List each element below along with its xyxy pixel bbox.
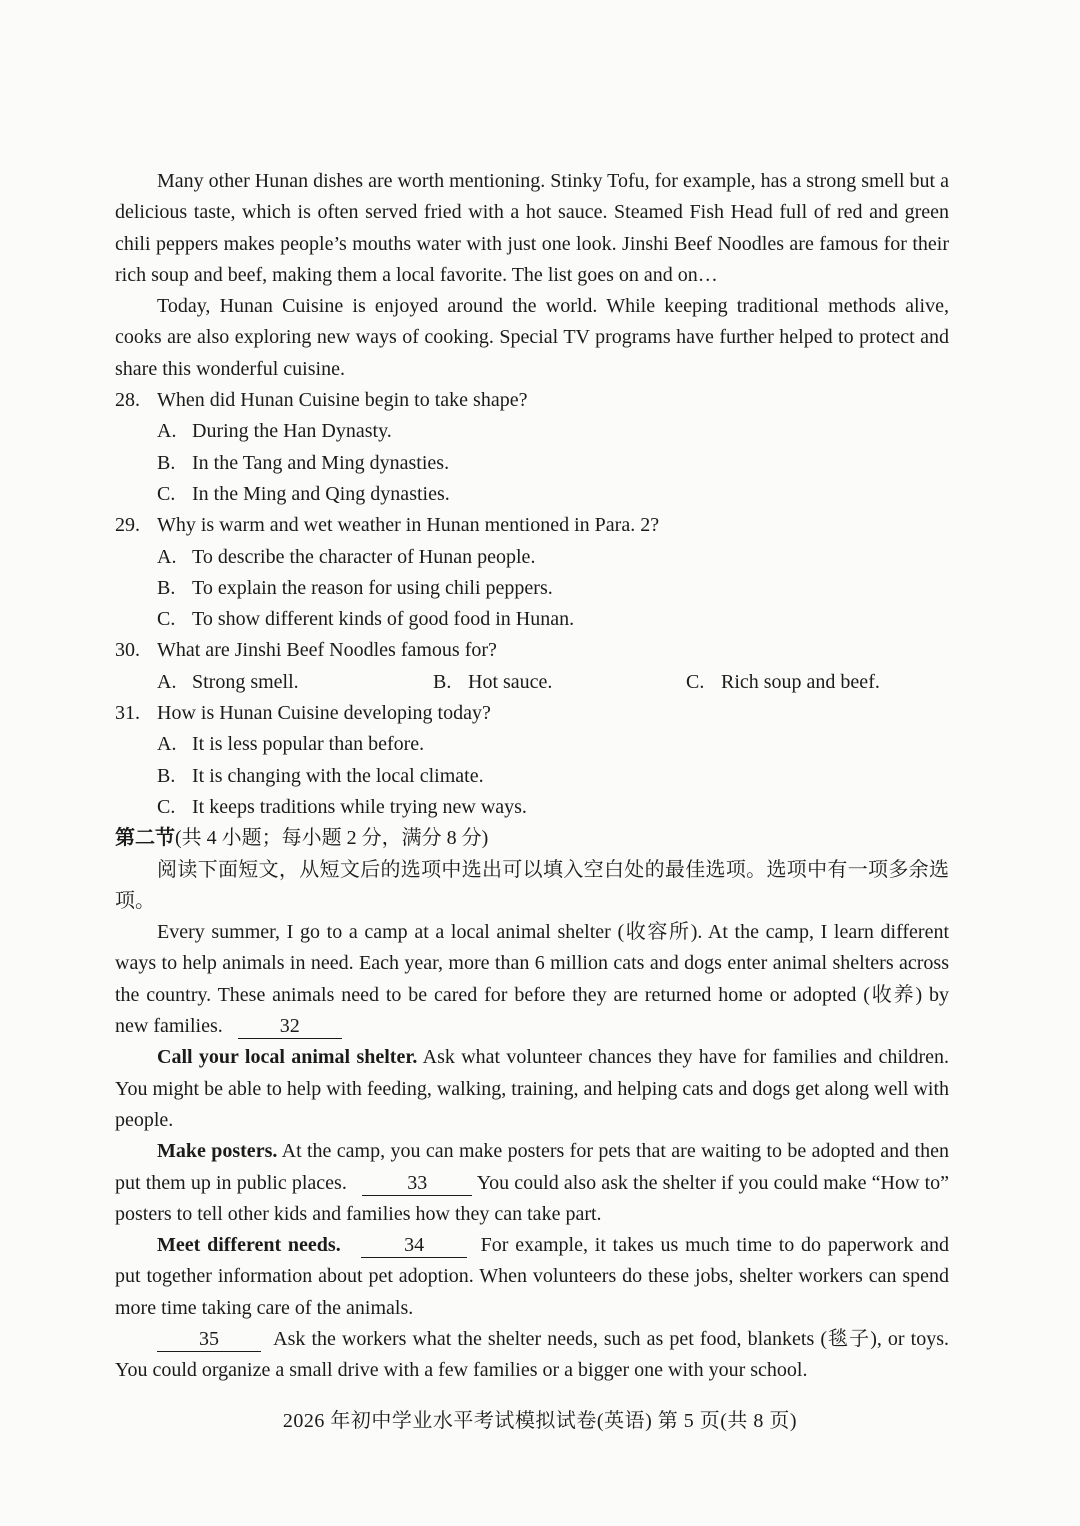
option-text: To describe the character of Hunan people. — [192, 545, 536, 568]
option-text: In the Tang and Ming dynasties. — [192, 451, 450, 474]
option-30-a — [157, 667, 433, 698]
option-letter: A. — [157, 733, 177, 756]
paragraph-text: Every summer, I go to a camp at a local animal shelter (收容所). At the camp, I learn different ways to help animals in need. Each year, more than 6 million cats and dogs enter animal shelters across the country. These animals need to be cared for before they are returned home or adopted (收养) by new families. — [115, 921, 949, 1038]
section-2-note: (共 4 小题；每小题 2 分，满分 8 分) — [175, 827, 489, 850]
option-text: In the Ming and Qing dynasties. — [192, 482, 450, 505]
option-29-a — [115, 542, 949, 573]
paragraph-hunan-today: Today, Hunan Cuisine is enjoyed around the world. While keeping traditional methods alive, cooks are also exploring new ways of cooking. Special TV programs have further helped to protect and share this wonderful cuisine. — [115, 295, 949, 380]
paragraph-make-posters — [115, 1136, 949, 1230]
option-29-c — [115, 604, 949, 635]
option-29-b — [115, 573, 949, 604]
options-30-row — [115, 667, 949, 698]
page-footer: 2026 年初中学业水平考试模拟试卷(英语) 第 5 页(共 8 页) — [282, 1410, 798, 1432]
option-28-b — [115, 448, 949, 479]
section-2-instructions: 阅读下面短文，从短文后的选项中选出可以填入空白处的最佳选项。选项中有一项多余选项。 — [115, 858, 949, 912]
question-text: When did Hunan Cuisine begin to take shape? — [157, 389, 528, 412]
option-text: Hot sauce. — [468, 670, 553, 693]
question-text: Why is warm and wet weather in Hunan mentioned in Para. 2? — [157, 514, 660, 537]
option-letter: C. — [157, 795, 176, 818]
question-29 — [115, 510, 949, 541]
section-2-title — [115, 823, 949, 854]
paragraph-text: Ask what volunteer chances they have for families and children. You might be able to help with feeding, walking, training, and helping cats and dogs get along well with people. — [115, 1046, 950, 1131]
question-28 — [115, 385, 949, 416]
section-2-label: 第二节 — [115, 827, 175, 850]
option-text: To explain the reason for using chili peppers. — [192, 576, 553, 599]
option-31-a — [115, 729, 949, 760]
blank-34: 34 — [361, 1233, 467, 1258]
paragraph-text: For example, it takes us much time to do paperwork and put together information about pet adoption. When volunteers do these jobs, shelter workers can spend more time taking care of the animals. — [115, 1234, 950, 1319]
option-letter: A. — [157, 545, 177, 568]
option-letter: C. — [686, 670, 705, 693]
question-number: 29. — [115, 514, 140, 537]
blank-35: 35 — [157, 1327, 261, 1352]
paragraph-camp-intro — [115, 917, 949, 1042]
option-text: It keeps traditions while trying new ways. — [192, 795, 527, 818]
option-30-b — [433, 667, 686, 698]
question-text: What are Jinshi Beef Noodles famous for? — [157, 639, 497, 662]
option-30-c — [686, 667, 880, 698]
paragraph-shelter-needs — [115, 1324, 949, 1387]
question-31 — [115, 698, 949, 729]
question-30 — [115, 635, 949, 666]
paragraph-call-shelter — [115, 1042, 949, 1136]
paragraph-heading: Meet different needs. — [157, 1234, 341, 1257]
paragraph-hunan-dishes: Many other Hunan dishes are worth mentioning. Stinky Tofu, for example, has a strong smell but a delicious taste, which is often served fried with a hot sauce. Steamed Fish Head full of red and green chili peppers makes people’s mouths water with just one look. Jinshi Beef Noodles are famous for their rich soup and beef, making them a local favorite. The list goes on and on… — [115, 170, 949, 286]
option-28-a — [115, 416, 949, 447]
option-letter: A. — [157, 670, 177, 693]
option-letter: C. — [157, 482, 176, 505]
option-text: Rich soup and beef. — [721, 670, 880, 693]
blank-32: 32 — [238, 1014, 342, 1039]
option-text: To show different kinds of good food in Hunan. — [192, 608, 575, 631]
option-letter: B. — [157, 451, 176, 474]
option-letter: B. — [433, 670, 452, 693]
blank-33: 33 — [362, 1171, 472, 1196]
paragraph-text: At the camp, you can make posters for pets that are waiting to be adopted and then put them up in public places. — [115, 1140, 949, 1194]
option-text: It is less popular than before. — [192, 733, 425, 756]
paragraph-text: You could also ask the shelter if you could make “How to” posters to tell other kids and families how they can take part. — [115, 1171, 950, 1225]
paragraph-heading: Call your local animal shelter. — [157, 1046, 418, 1069]
question-text: How is Hunan Cuisine developing today? — [157, 702, 491, 725]
paragraph-meet-needs — [115, 1230, 949, 1324]
option-letter: B. — [157, 764, 176, 787]
paragraph-heading: Make posters. — [157, 1140, 278, 1163]
paragraph-text: Ask the workers what the shelter needs, such as pet food, blankets (毯子), or toys. You could organize a small drive with a few families or a bigger one with your school. — [115, 1327, 949, 1382]
option-letter: C. — [157, 608, 176, 631]
question-number: 28. — [115, 389, 140, 412]
option-28-c — [115, 479, 949, 510]
option-31-b — [115, 761, 949, 792]
option-31-c — [115, 792, 949, 823]
option-letter: B. — [157, 576, 176, 599]
question-number: 30. — [115, 639, 140, 662]
option-text: Strong smell. — [192, 670, 299, 693]
page-content — [115, 166, 949, 1387]
option-text: It is changing with the local climate. — [192, 764, 484, 787]
option-letter: A. — [157, 420, 177, 443]
option-text: During the Han Dynasty. — [192, 420, 392, 443]
question-number: 31. — [115, 702, 140, 725]
